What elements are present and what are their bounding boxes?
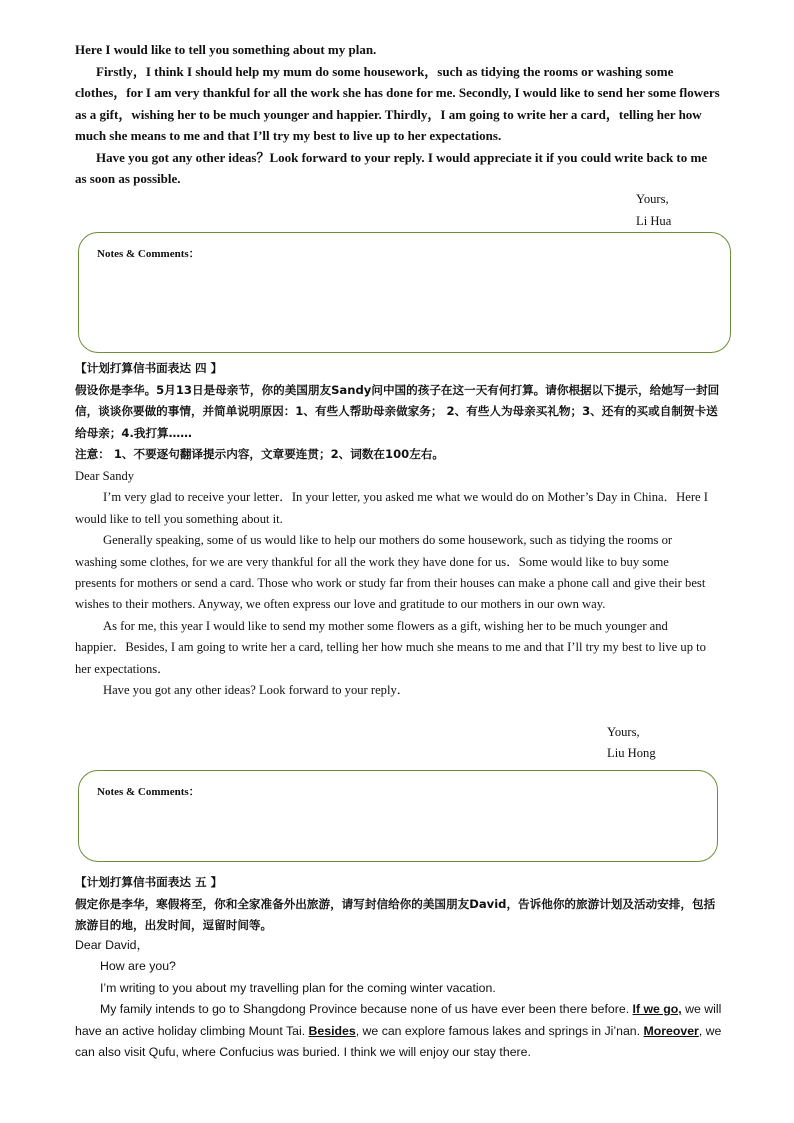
notes-box[interactable] — [78, 770, 718, 862]
underlined-phrase: If we go, — [632, 1002, 682, 1017]
task5-letter — [75, 935, 723, 1063]
letter1-paragraph: Have you got any other ideas？Look forward to your reply. I would appreciate it if you could write back to me as soon as possible. — [75, 149, 708, 186]
letter1-paragraph: Firstly，I think I should help my mum do some housework，such as tidying the rooms or washing some clothes，for I am very thankful for all the work she has done for me. Secondly, I would like to send her some flowers as a gift，wishing her to be much younger and happier. Thirdly，I am going to write her a card，telling her how much she means to me and that I’ll try my best to live up to her expectations. — [75, 63, 720, 143]
task4-paragraph: Have you got any other ideas? Look forward to your reply． — [103, 683, 410, 698]
notes-box[interactable] — [78, 232, 731, 353]
task4-instructions — [75, 358, 725, 466]
task5-line: How are you? — [100, 959, 176, 974]
task4-letter — [75, 466, 713, 701]
task4-closing: Yours, — [607, 725, 640, 739]
notes-label: Notes & Comments： — [97, 786, 200, 798]
task5-prompt: 假定你是李华，寒假将至，你和全家准备外出旅游，请写封信给你的美国朋友David，告诉他你的旅游计划及活动安排，包括旅游目的地，出发时间，逗留时间等。 — [75, 896, 716, 932]
underlined-phrase: Moreover — [643, 1023, 699, 1038]
letter1-signature: Li Hua — [636, 214, 672, 228]
task4-salutation: Dear Sandy — [75, 469, 135, 483]
task4-prompt: 假设你是李华。5月13日是母亲节，你的美国朋友Sandy问中国的孩子在这一天有何打算。请你根据以下提示，给她写一封回信，谈谈你要做的事情，并简单说明原因：1、有些人帮助母亲做家务； 2、有些人为母亲买礼物；3、还有的买或自制贺卡送给母亲；4.我打算…… — [75, 382, 720, 440]
task4-paragraph: Generally speaking, some of us would like to help our mothers do some housework, such as tidying the rooms or washing some clothes, for we are very thankful for all the work they have done for us．Some would like to buy some presents for mothers or send a card. Those who work or study far from their houses can make a phone call and give their best wishes to their mothers. Anyway, we often express our love and gratitude to our mothers in our own way. — [75, 533, 706, 612]
letter1-paragraph: Here I would like to tell you something about my plan. — [75, 42, 377, 57]
task5-line: I’m writing to you about my travelling plan for the coming winter vacation. — [100, 980, 496, 995]
task5-paragraph: My family intends to go to Shangdong Province because none of us have ever been there before. If we go, we will have an active holiday climbing Mount Tai. Besides, we can explore famous lakes and springs in Ji’nan. Moreover, we can also visit Qufu, where Confucius was buried. I think we will enjoy our stay there. — [75, 1002, 722, 1060]
letter1-body — [75, 39, 720, 190]
task4-paragraph: As for me, this year I would like to send my mother some flowers as a gift, wishing her to be much younger and happier．Besides, I am going to write her a card, telling her how much she means to me and that I’ll try my best to live up to her expectations． — [75, 618, 706, 676]
task5-heading: 【计划打算信书面表达 五 】 — [75, 875, 223, 889]
underlined-phrase: Besides — [308, 1023, 356, 1038]
task4-paragraph: I’m very glad to receive your letter．In your letter, you asked me what we would do on Mother’s Day in China．Here I would like to tell you something about it. — [75, 490, 708, 526]
letter1-closing: Yours, — [636, 192, 669, 206]
task5-instructions — [75, 872, 723, 937]
notes-label: Notes & Comments： — [97, 248, 200, 260]
task4-signature: Liu Hong — [607, 746, 656, 760]
task4-note: 注意： 1、不要逐句翻译提示内容，文章要连贯；2、词数在100左右。 — [75, 447, 444, 461]
task5-salutation: Dear David， — [75, 938, 149, 952]
task4-heading: 【计划打算信书面表达 四 】 — [75, 361, 223, 375]
